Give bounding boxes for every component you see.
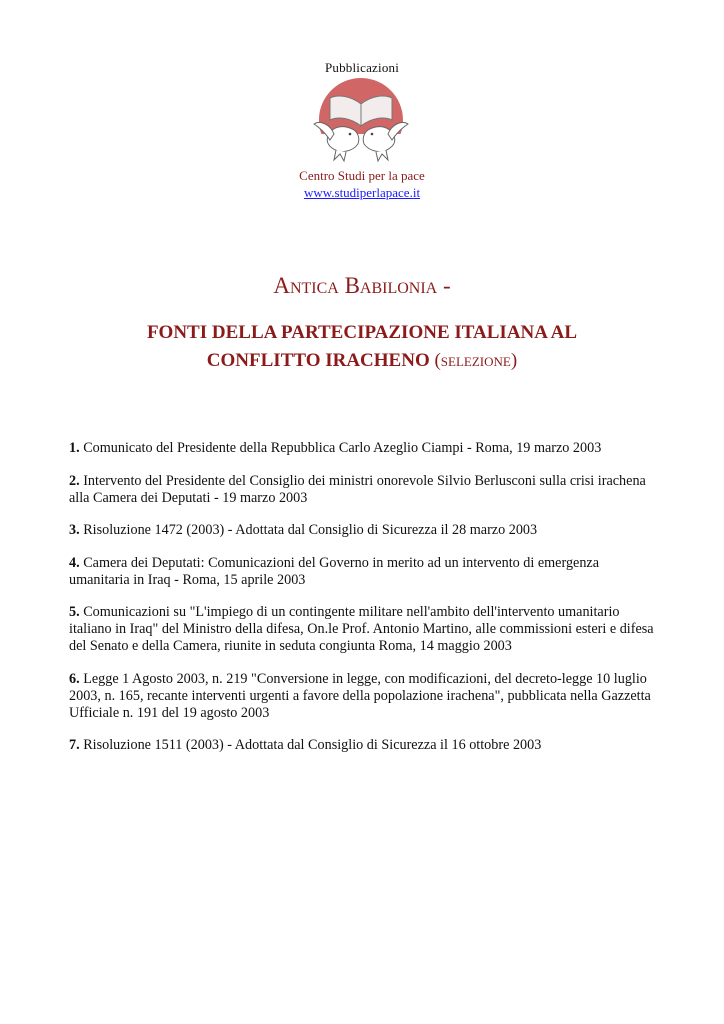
item-number: 5. (69, 604, 80, 620)
item-number: 3. (69, 522, 80, 538)
list-item (69, 604, 659, 655)
item-text: Risoluzione 1511 (2003) - Adottata dal Consiglio di Sicurezza il 16 ottobre 2003 (83, 737, 542, 753)
subtitle-selection: (selezione) (434, 350, 518, 371)
item-text: Risoluzione 1472 (2003) - Adottata dal Consiglio di Sicurezza il 28 marzo 2003 (83, 522, 538, 538)
list-item (69, 473, 659, 507)
page-subtitle (100, 319, 624, 375)
item-number: 1. (69, 440, 80, 456)
publication-list (69, 440, 659, 770)
publication-label: Pubblicazioni (324, 60, 400, 75)
list-item (69, 671, 659, 722)
item-text: Comunicazioni su "L'impiego di un contingente militare nell'ambito dell'intervento umanitario italiano in Iraq" del Ministro della difesa, On.le Prof. Antonio Martino, alle commissioni esteri e difesa del Senato e della Camera, riunite in seduta congiunta Roma, 14 maggio 2003 (69, 604, 654, 654)
item-number: 6. (69, 670, 80, 687)
item-number: 7. (69, 737, 80, 753)
item-text: Intervento del Presidente del Consiglio dei ministri onorevole Silvio Berlusconi sulla crisi irachena alla Camera dei Deputati - 19 marzo 2003 (69, 472, 646, 506)
doves-with-book-logo (306, 74, 416, 164)
page-title: Antica Babilonia - (273, 273, 451, 298)
org-url-link[interactable]: www.studiperlapace.it (303, 185, 421, 200)
list-item (69, 440, 659, 457)
item-text: Comunicato del Presidente della Repubblica Carlo Azeglio Ciampi - Roma, 19 marzo 2003 (83, 440, 602, 456)
subtitle-line-1: FONTI DELLA PARTECIPAZIONE ITALIANA AL (146, 322, 578, 343)
item-number: 4. (69, 554, 80, 571)
list-item (69, 555, 659, 589)
subtitle-line-2 (100, 347, 624, 375)
item-text: Camera dei Deputati: Comunicazioni del Governo in merito ad un intervento di emergenza umanitaria in Iraq - Roma, 15 aprile 2003 (69, 554, 600, 588)
list-item (69, 522, 659, 539)
list-item (69, 737, 659, 754)
org-name: Centro Studi per la pace (299, 168, 425, 183)
item-number: 2. (69, 472, 80, 489)
subtitle-main: CONFLITTO IRACHENO (206, 350, 430, 371)
item-text: Legge 1 Agosto 2003, n. 219 "Conversione in legge, con modificazioni, del decreto-legge 10 luglio 2003, n. 165, recante interventi urgenti a favore della popolazione irachena", pubblicata nella Gazzetta Ufficiale n. 191 del 19 agosto 2003 (69, 670, 651, 721)
